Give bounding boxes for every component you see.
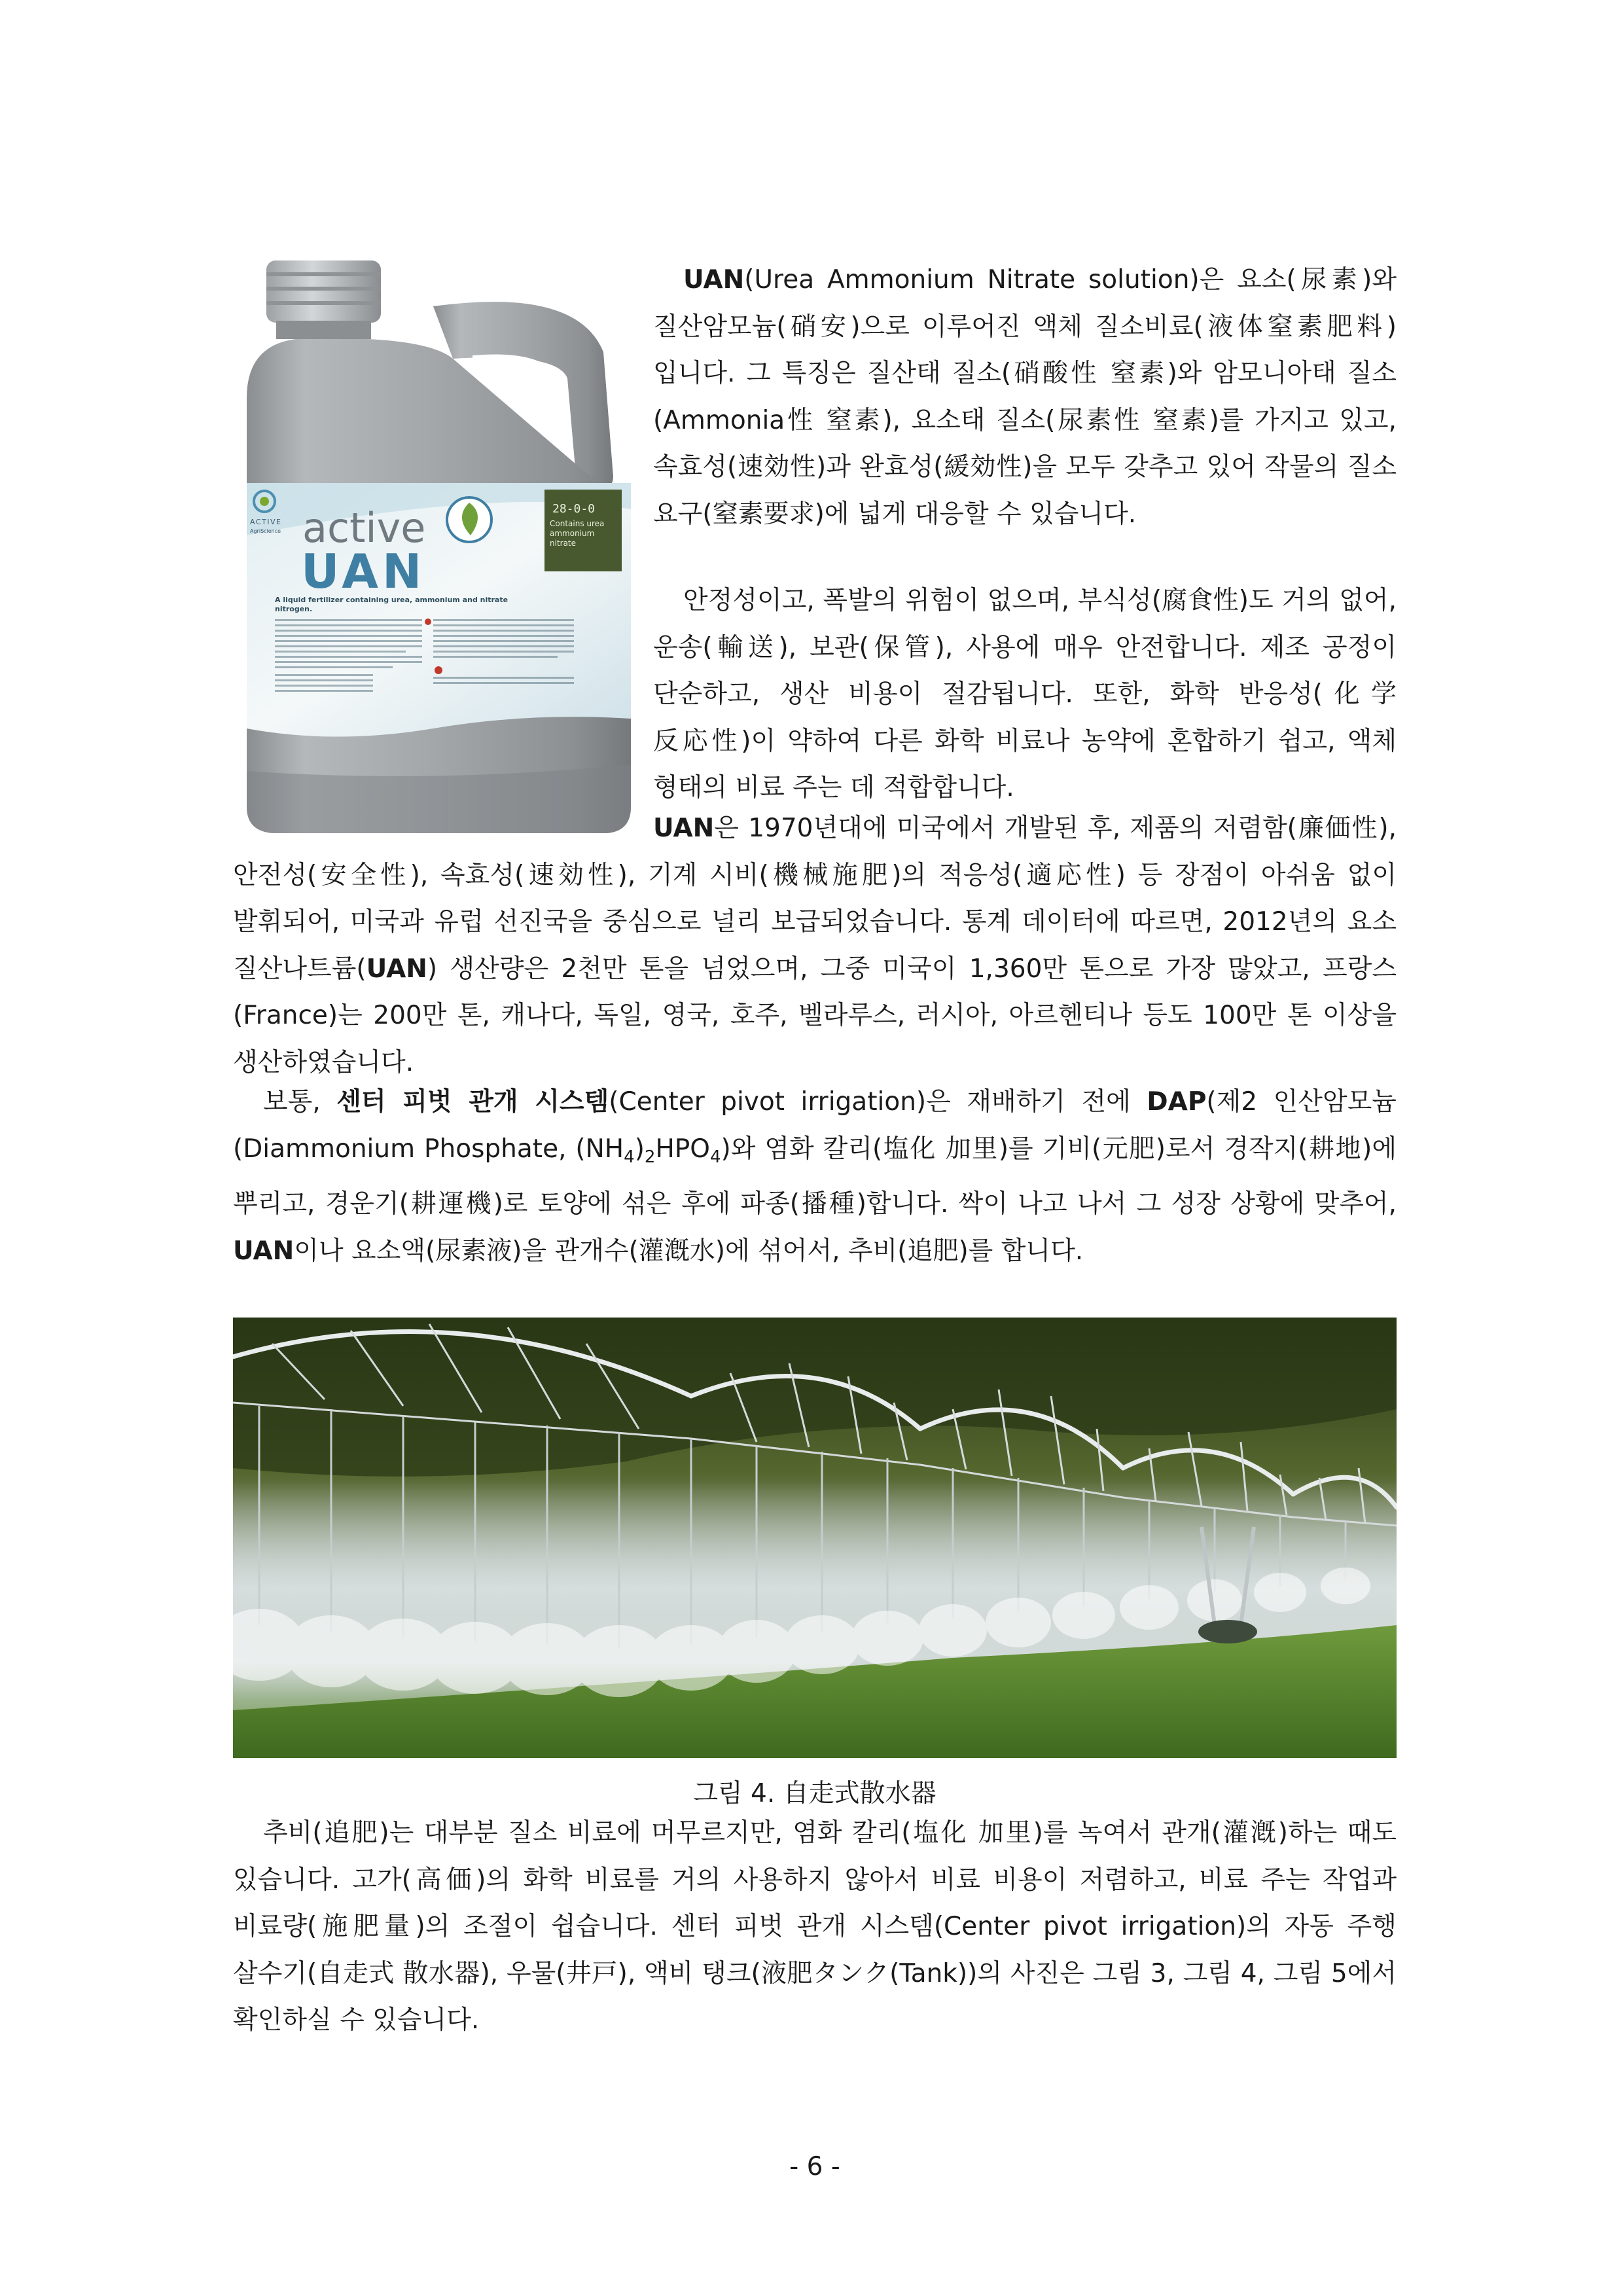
dap-bold: DAP (1147, 1087, 1207, 1117)
paragraph-text: )와 염화 칼리(塩化 加里)를 기비(元肥)로서 경작지(耕地)에 뿌리고, 경운기(耕運機)로 토양에 섞은 후에 파종(播種)합니다. 싹이 나고 나서 그 성장 상황에 맞추어, (233, 1134, 1397, 1219)
paragraph-text: 은 1970년대에 미국에서 개발된 후, 제품의 저렴함(廉価性), 안전성(安全性), 속효성(速効性), 기계 시비(機械施肥)의 적응성(適応性) 등 장점이 아쉬움 없이 발휘되어, 미국과 유럽 선진국을 중심으로 널리 보급되었습니다. 통계 데이터에 따르면, 2012년의 요소 질산나트륨( (233, 814, 1397, 984)
page-number: - 6 - (789, 2152, 840, 2181)
subscript: 4 (624, 1147, 635, 1167)
paragraph-text: (Urea Ammonium Nitrate solution)은 요소(尿素)와 질산암모늄(硝安)으로 이루어진 액체 질소비료(液体窒素肥料)입니다. 그 특징은 질산태 질소(硝酸性 窒素)와 암모니아태 질소(Ammonia性 窒素), 요소태 질소(尿素性 窒素)를 가지고 있고, 속효성(速効性)과 완효성(緩効性)을 모두 갖추고 있어 작물의 질소 요구(窒素要求)에 넓게 대응할 수 있습니다. (653, 265, 1397, 529)
paragraph-uan-safety (653, 577, 1397, 812)
brand-small: ACTIVE (250, 518, 282, 526)
product-name-line1: active (302, 504, 426, 552)
paragraph-text: 이나 요소액(尿素液)을 관개수(灌漑水)에 섞어서, 추비(追肥)를 합니다. (294, 1236, 1084, 1266)
paragraph-text: ) (634, 1134, 645, 1164)
analysis-text: 28-0-0 (552, 502, 596, 516)
paragraph-uan-intro (653, 257, 1397, 537)
paragraph-text: 보통, (263, 1087, 337, 1117)
paragraph-text: (제2 인산암모늄(Diammonium Phosphate, (NH (233, 1087, 1397, 1164)
analysis-note: Contains urea ammonium nitrate (550, 519, 605, 548)
subscript: 2 (644, 1147, 656, 1167)
uan-bold: UAN (683, 265, 745, 295)
center-pivot-irrigation-photo (233, 1318, 1397, 1758)
paragraph-text: ) 생산량은 2천만 톤을 넘었으며, 그중 미국이 1,360만 톤으로 가장 많았고, 프랑스(France)는 200만 톤, 캐나다, 독일, 영국, 호주, 벨라루스, 러시아, 아르헨티나 등도 100만 톤 이상을 생산하였습니다. (233, 954, 1397, 1077)
paragraph-uan-history (233, 805, 1397, 1086)
uan-bold: UAN (233, 1236, 294, 1266)
paragraph-center-pivot (233, 1079, 1397, 1274)
paragraph-text: HPO (655, 1134, 710, 1164)
center-pivot-bold: 센터 피벗 관개 시스템 (336, 1087, 609, 1117)
paragraph-text: (Center pivot irrigation)은 재배하기 전에 (609, 1087, 1147, 1117)
figure-caption: 그림 4. 自走式散水器 (693, 1779, 936, 1808)
subscript: 4 (710, 1147, 721, 1167)
paragraph-topdressing (233, 1810, 1397, 2044)
paragraph-text: 추비(追肥)는 대부분 질소 비료에 머무르지만, 염화 칼리(塩化 加里)를 녹여서 관개(灌漑)하는 때도 있습니다. 고가(高価)의 화학 비료를 거의 사용하지 않아서 비료 비용이 저렴하고, 비료 주는 작업과 비료량(施肥量)의 조절이 쉽습니다. 센터 피벗 관개 시스템(Center pivot irrigation)의 자동 주행 살수기(自走式 散水器), 우물(井戸), 액비 탱크(液肥タンク(Tank))의 사진은 그림 3, 그림 4, 그림 5에서 확인하실 수 있습니다. (233, 1818, 1397, 2035)
uan-bold: UAN (366, 954, 427, 984)
paragraph-text: 안정성이고, 폭발의 위험이 없으며, 부식성(腐食性)도 거의 없어, 운송(輸送), 보관(保管), 사용에 매우 안전합니다. 제조 공정이 단순하고, 생산 비용이 절감됩니다. 또한, 화학 반응성(化学 反応性)이 약하여 다른 화학 비료나 농약에 혼합하기 쉽고, 액체 형태의 비료 주는 데 적합합니다. (653, 586, 1397, 802)
brand-sub: AgriScience (250, 528, 281, 534)
uan-bottle-image (237, 260, 643, 836)
product-name-line2: UAN (301, 544, 426, 599)
product-tagline: A liquid fertilizer containing urea, ammonium and nitrate nitrogen. (275, 596, 508, 613)
uan-bold: UAN (653, 814, 715, 843)
